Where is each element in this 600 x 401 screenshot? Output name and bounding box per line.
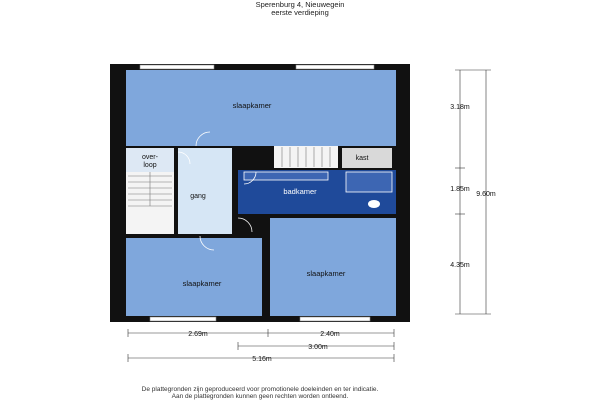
dim-right-top: 3.18m bbox=[450, 104, 470, 111]
label-landing-2: loop bbox=[143, 162, 157, 169]
label-hall: gang bbox=[190, 193, 206, 200]
address-title: Sperenburg 4, Nieuwegein bbox=[255, 0, 345, 9]
bath-sink bbox=[244, 172, 328, 180]
disclaimer-line-2: Aan de plattegronden kunnen geen rechten worden ontleend. bbox=[171, 393, 349, 400]
label-bottom-right-bedroom: slaapkamer bbox=[306, 269, 346, 278]
toilet-icon bbox=[368, 200, 380, 208]
bath-shower bbox=[346, 172, 392, 192]
dim-bottom-middle: 3.00m bbox=[308, 344, 328, 351]
disclaimer-line-1: De plattegronden zijn geproduceerd voor promotionele doeleinden en ter indicatie. bbox=[141, 386, 379, 393]
label-top-bedroom: slaapkamer bbox=[232, 101, 272, 110]
room-bottom-left-bedroom bbox=[126, 238, 262, 316]
dim-right-middle: 1.85m bbox=[450, 186, 470, 193]
room-hall bbox=[178, 148, 232, 234]
label-storage: kast bbox=[355, 155, 369, 162]
label-bathroom: badkamer bbox=[283, 187, 317, 196]
dim-bottom-right: 2.40m bbox=[320, 331, 340, 338]
label-bottom-left-bedroom: slaapkamer bbox=[182, 279, 222, 288]
dim-right-bottom: 4.35m bbox=[450, 262, 470, 269]
room-bottom-right-bedroom bbox=[270, 218, 396, 316]
floor-title: eerste verdieping bbox=[271, 8, 329, 17]
dim-right-total: 9.60m bbox=[476, 191, 496, 198]
dim-bottom-total: 5.16m bbox=[252, 356, 272, 363]
label-landing-1: over- bbox=[142, 154, 158, 161]
dim-bottom-left: 2.69m bbox=[188, 331, 208, 338]
